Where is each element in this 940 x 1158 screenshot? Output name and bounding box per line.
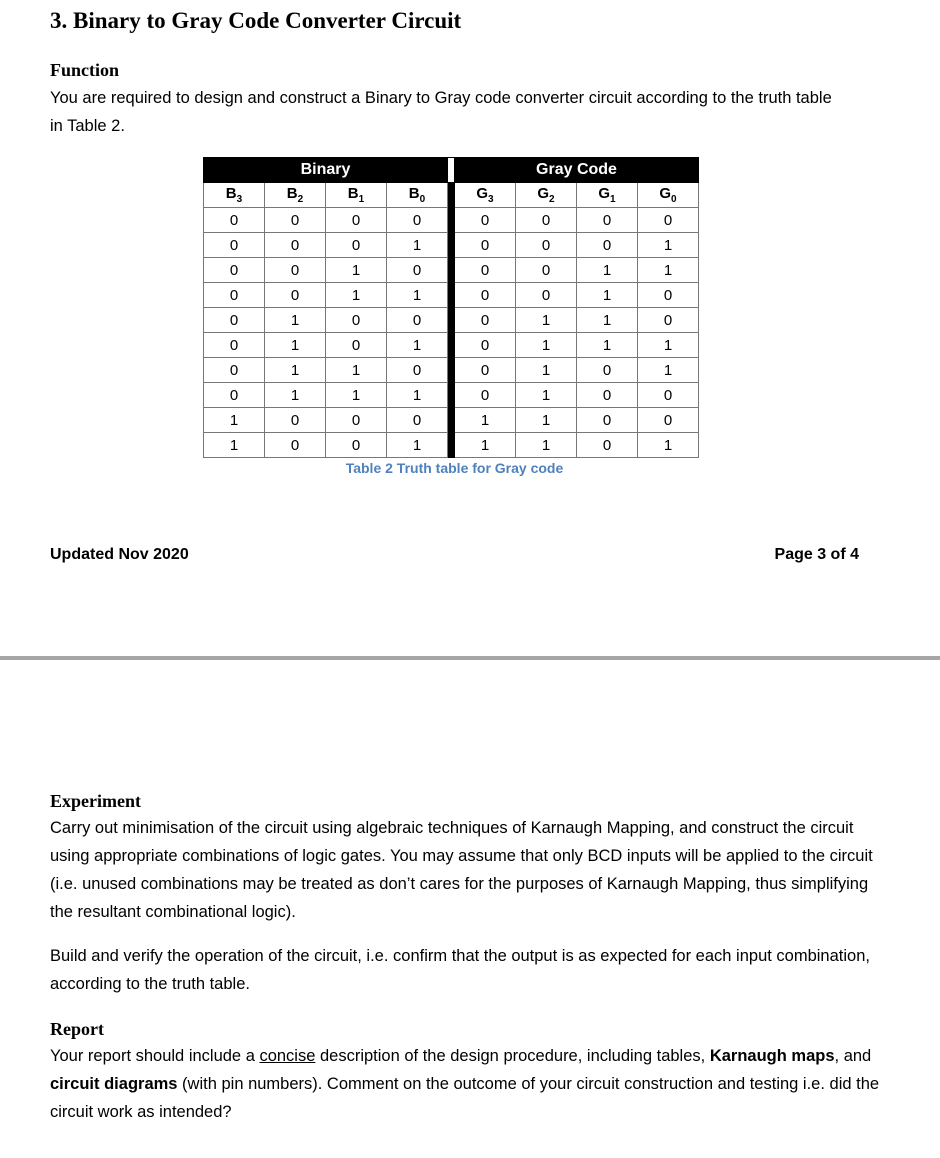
column-divider bbox=[448, 258, 455, 283]
table-cell: 0 bbox=[577, 383, 638, 408]
table-cell: 0 bbox=[204, 258, 265, 283]
truth-table bbox=[203, 157, 699, 458]
group-header-row bbox=[204, 158, 699, 183]
table-cell: 0 bbox=[455, 308, 516, 333]
table-cell: 1 bbox=[455, 408, 516, 433]
table-cell: 1 bbox=[387, 433, 448, 458]
column-header-base: G bbox=[476, 185, 489, 202]
column-divider bbox=[448, 208, 455, 233]
report-text: , and bbox=[834, 1047, 872, 1065]
column-header-base: B bbox=[347, 185, 359, 202]
table-cell: 0 bbox=[638, 208, 699, 233]
table-cell: 0 bbox=[265, 233, 326, 258]
table-cell: 1 bbox=[387, 383, 448, 408]
table-cell: 1 bbox=[265, 308, 326, 333]
table-cell: 0 bbox=[326, 308, 387, 333]
table-cell: 0 bbox=[638, 383, 699, 408]
table-row bbox=[204, 383, 699, 408]
column-divider bbox=[448, 233, 455, 258]
table-cell: 1 bbox=[204, 433, 265, 458]
footer-updated: Updated Nov 2020 bbox=[50, 546, 189, 563]
table-cell: 1 bbox=[387, 333, 448, 358]
column-header-subscript: 1 bbox=[610, 194, 616, 205]
column-divider bbox=[448, 408, 455, 433]
table-cell: 1 bbox=[326, 383, 387, 408]
column-header-subscript: 0 bbox=[671, 194, 677, 205]
table-cell: 0 bbox=[387, 258, 448, 283]
table-cell: 0 bbox=[326, 208, 387, 233]
table-cell: 1 bbox=[638, 358, 699, 383]
table-cell: 1 bbox=[638, 333, 699, 358]
table-row bbox=[204, 283, 699, 308]
table-cell: 1 bbox=[387, 283, 448, 308]
table-cell: 1 bbox=[516, 433, 577, 458]
column-header bbox=[326, 183, 387, 208]
column-header-base: G bbox=[598, 185, 611, 202]
binary-group-header: Binary bbox=[204, 158, 448, 183]
table-cell: 0 bbox=[577, 233, 638, 258]
function-heading: Function bbox=[50, 60, 120, 80]
table-cell: 0 bbox=[577, 358, 638, 383]
report-karnaugh: Karnaugh maps bbox=[709, 1047, 835, 1065]
table-cell: 0 bbox=[455, 283, 516, 308]
column-header-base: B bbox=[408, 185, 420, 202]
table-cell: 1 bbox=[516, 308, 577, 333]
gray-group-header: Gray Code bbox=[455, 158, 699, 183]
table-cell: 0 bbox=[455, 258, 516, 283]
table-cell: 1 bbox=[516, 333, 577, 358]
table-cell: 0 bbox=[326, 233, 387, 258]
table-cell: 0 bbox=[387, 308, 448, 333]
report-text: (with pin numbers). Comment on the outcome of your circuit construction and testing i.e. did the circuit work as intended? bbox=[50, 1075, 880, 1121]
table-cell: 0 bbox=[204, 308, 265, 333]
table-cell: 0 bbox=[265, 283, 326, 308]
column-header-subscript: 0 bbox=[419, 194, 426, 205]
column-divider bbox=[448, 183, 455, 208]
table-cell: 1 bbox=[638, 258, 699, 283]
report-text: Your report should include a bbox=[50, 1047, 260, 1065]
table-cell: 0 bbox=[455, 233, 516, 258]
table-cell: 0 bbox=[204, 208, 265, 233]
table-cell: 0 bbox=[455, 383, 516, 408]
page-separator bbox=[0, 656, 940, 660]
table-cell: 1 bbox=[516, 408, 577, 433]
column-header bbox=[638, 183, 699, 208]
table-cell: 0 bbox=[265, 408, 326, 433]
column-header bbox=[204, 183, 265, 208]
column-header-base: G bbox=[659, 185, 672, 202]
table-cell: 0 bbox=[516, 233, 577, 258]
table-cell: 1 bbox=[455, 433, 516, 458]
table-cell: 0 bbox=[265, 208, 326, 233]
table-cell: 0 bbox=[387, 358, 448, 383]
column-divider bbox=[448, 333, 455, 358]
table-cell: 1 bbox=[577, 308, 638, 333]
column-header-base: B bbox=[225, 185, 237, 202]
column-header bbox=[265, 183, 326, 208]
report-text: description of the design procedure, including tables, bbox=[315, 1047, 710, 1065]
footer-page-number: Page 3 of 4 bbox=[774, 546, 859, 563]
table-cell: 0 bbox=[204, 283, 265, 308]
experiment-paragraph-1: Carry out minimisation of the circuit using algebraic techniques of Karnaugh Mapping, and construct the circuit using appropriate combinations of logic gates. You may assume that only BCD inputs will be applied to the circuit (i.e. unused combinations may be treated as don’t cares for the purposes of Karnaugh Mapping, thus simplifying the resultant combinational logic). bbox=[50, 819, 873, 921]
column-header bbox=[455, 183, 516, 208]
function-text: You are required to design and construct a Binary to Gray code converter circuit according to the truth table in Table 2. bbox=[50, 89, 832, 135]
table-cell: 1 bbox=[265, 358, 326, 383]
column-header-row bbox=[204, 183, 699, 208]
table-cell: 0 bbox=[326, 333, 387, 358]
table-cell: 1 bbox=[638, 433, 699, 458]
table-cell: 1 bbox=[326, 358, 387, 383]
column-header bbox=[516, 183, 577, 208]
report-heading: Report bbox=[50, 1019, 104, 1039]
column-divider bbox=[448, 433, 455, 458]
table-cell: 1 bbox=[204, 408, 265, 433]
table-row bbox=[204, 408, 699, 433]
table-cell: 1 bbox=[326, 283, 387, 308]
table-cell: 1 bbox=[638, 233, 699, 258]
column-header-subscript: 3 bbox=[488, 194, 494, 205]
table-cell: 0 bbox=[455, 333, 516, 358]
table-cell: 0 bbox=[455, 358, 516, 383]
column-divider bbox=[448, 158, 455, 183]
report-concise: concise bbox=[259, 1047, 316, 1065]
table-cell: 0 bbox=[387, 208, 448, 233]
report-paragraph bbox=[50, 1042, 880, 1126]
table-cell: 0 bbox=[204, 333, 265, 358]
table-cell: 0 bbox=[638, 283, 699, 308]
table-row bbox=[204, 333, 699, 358]
table-row bbox=[204, 208, 699, 233]
table-row bbox=[204, 258, 699, 283]
table-cell: 1 bbox=[326, 258, 387, 283]
table-cell: 1 bbox=[516, 358, 577, 383]
table-cell: 0 bbox=[516, 208, 577, 233]
column-header bbox=[577, 183, 638, 208]
table-caption: Table 2 Truth table for Gray code bbox=[345, 460, 564, 476]
column-header bbox=[387, 183, 448, 208]
section-title: 3. Binary to Gray Code Converter Circuit bbox=[50, 8, 462, 33]
table-cell: 0 bbox=[577, 408, 638, 433]
table-cell: 1 bbox=[516, 383, 577, 408]
table-cell: 0 bbox=[455, 208, 516, 233]
experiment-heading: Experiment bbox=[50, 791, 141, 811]
table-cell: 0 bbox=[638, 308, 699, 333]
table-cell: 1 bbox=[577, 333, 638, 358]
table-cell: 1 bbox=[387, 233, 448, 258]
table-cell: 0 bbox=[265, 433, 326, 458]
table-row bbox=[204, 308, 699, 333]
table-cell: 1 bbox=[265, 333, 326, 358]
table-cell: 0 bbox=[265, 258, 326, 283]
table-row bbox=[204, 358, 699, 383]
column-header-subscript: 2 bbox=[549, 194, 555, 205]
table-cell: 0 bbox=[387, 408, 448, 433]
column-divider bbox=[448, 383, 455, 408]
column-header-subscript: 1 bbox=[358, 194, 365, 205]
table-cell: 0 bbox=[577, 208, 638, 233]
table-cell: 1 bbox=[577, 283, 638, 308]
table-cell: 0 bbox=[326, 408, 387, 433]
table-cell: 1 bbox=[265, 383, 326, 408]
table-row bbox=[204, 433, 699, 458]
table-cell: 0 bbox=[204, 383, 265, 408]
table-cell: 0 bbox=[204, 358, 265, 383]
table-cell: 0 bbox=[516, 258, 577, 283]
table-cell: 0 bbox=[204, 233, 265, 258]
table-cell: 0 bbox=[577, 433, 638, 458]
report-circuit-diagrams: circuit diagrams bbox=[50, 1075, 178, 1093]
column-header-subscript: 3 bbox=[236, 194, 243, 205]
column-header-subscript: 2 bbox=[297, 194, 304, 205]
table-cell: 0 bbox=[326, 433, 387, 458]
table-row bbox=[204, 233, 699, 258]
column-header-base: B bbox=[286, 185, 298, 202]
column-divider bbox=[448, 358, 455, 383]
column-divider bbox=[448, 283, 455, 308]
table-cell: 0 bbox=[516, 283, 577, 308]
table-cell: 1 bbox=[577, 258, 638, 283]
column-divider bbox=[448, 308, 455, 333]
column-header-base: G bbox=[537, 185, 550, 202]
table-cell: 0 bbox=[638, 408, 699, 433]
experiment-paragraph-2: Build and verify the operation of the circuit, i.e. confirm that the output is as expected for each input combination, according to the truth table. bbox=[50, 947, 870, 993]
